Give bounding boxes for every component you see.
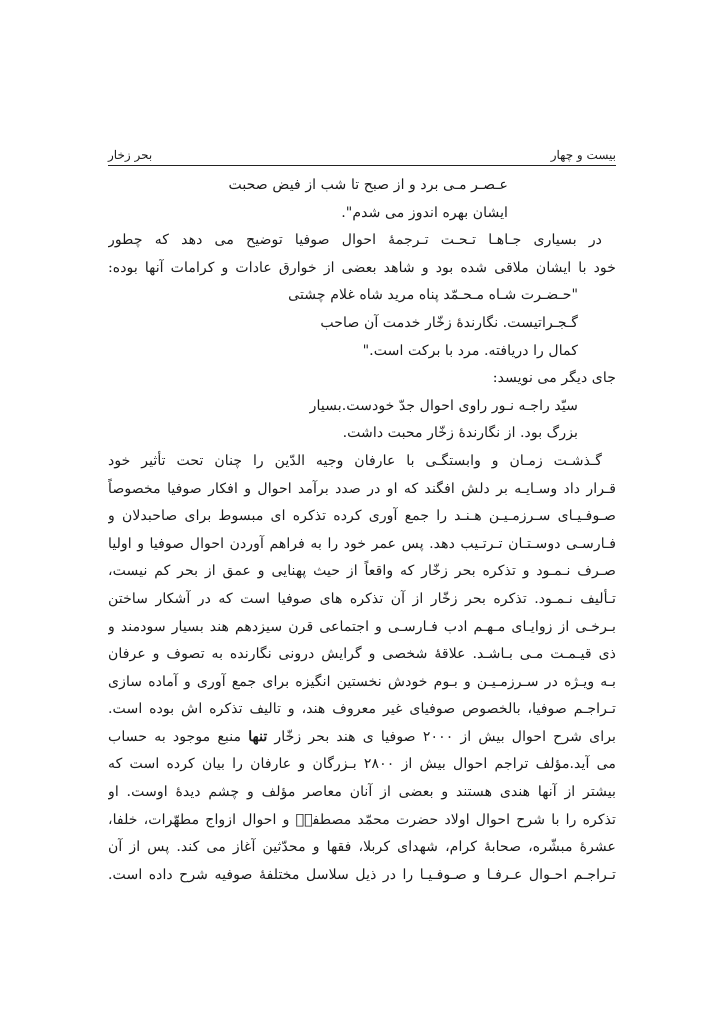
- paragraph-line: بیشتر از آنها هندی هستند و بعضی از آنان معاصر مؤلف و چشم دیدهٔ اوست. او: [108, 784, 616, 801]
- paragraph-line: بـه ویـژه در سـرزمـیـن و بـوم خودش نخستین انگیزه برای جمع آوری و آماده سازی: [108, 673, 616, 690]
- paragraph-line: جای دیگر می نویسد:: [492, 370, 616, 387]
- paragraph-line: صـوفـیـای سـرزمـیـن هـنـد را جمع آوری کرده تذکره ای مبسوط برای صاحبدلان و: [108, 508, 616, 525]
- paragraph-line: صـرف نـمـود و تذکره بحر زخّار که واقعاً از حیث پهنایی و عمق از بحر کم نیست،: [108, 563, 616, 580]
- body-text: [108, 172, 616, 889]
- paragraph-line: عشرهٔ مبشّره، صحابهٔ کرام، شهدای کربلا، فقها و محدّثین آغاز می کند. پس از آن: [108, 839, 616, 856]
- paragraph-line: در بسیاری جـاهـا تـحـت تـرجمهٔ احوال صوفیا توضیح می دهد که چطور: [108, 232, 602, 249]
- emphasis-word: تنها: [248, 728, 268, 745]
- paragraph-line: تـراجـم احـوال عـرفـا و صـوفـیـا را در ذیل سلاسل مختلفهٔ صوفیه شرح داده است.: [108, 866, 616, 883]
- paragraph-line: می آید.مؤلف تراجم احوال بیش از ۲۸۰۰ بـزرگان و عارفان را بیان کرده است که: [108, 756, 616, 773]
- line-text: برای شرح احوال بیش از ۲۰۰۰ صوفیا ی هند بحر زخّار: [267, 728, 616, 745]
- paragraph-line: ذی قیـمـت مـی بـاشـد. علاقهٔ شخصی و گرایش درونی نگارنده به تصوف و عرفان: [108, 646, 616, 663]
- quote-line: عـصـر مـی برد و از صبح تا شب از فیض صحبت: [228, 177, 508, 193]
- book-title: بحر زخار: [108, 148, 153, 162]
- header-rule: [108, 165, 616, 166]
- paragraph-line: خود با ایشان ملاقی شده بود و شاهد بعضی از خوارق عادات و کرامات آنها بوده:: [108, 259, 616, 276]
- paragraph-line: تذکره را با شرح احوال اولاد حضرت محمّد مصطفیؐ و احوال ازواج مطهّرات، خلفا،: [108, 811, 616, 828]
- quote-line: گـجـراتیست. نگارندهٔ زخّار خدمت آن صاحب: [320, 314, 578, 331]
- paragraph-line: [108, 724, 616, 752]
- paragraph-line: قـرار داد وسـایـه بر دلش افگند که او در صدد برآمد احوال و افکار صوفیا مخصوصاً: [108, 480, 616, 497]
- page-label: بیست و چهار: [550, 148, 616, 162]
- quote-line: کمال را دریافته. مرد با برکت است.": [362, 342, 578, 359]
- paragraph-line: تـألیف نـمـود. تذکره بحر زخّار از آن تذکره های صوفیا است که در آشکار ساختن: [108, 590, 616, 607]
- line-text: منبع موجود به حساب: [108, 728, 249, 745]
- paragraph-line: تـراجـم صوفیا، بالخصوص صوفیای غیر معروف هند، و تالیف تذکره اش بوده است.: [108, 701, 616, 718]
- quote-line: ایشان بهره اندوز می شدم".: [341, 204, 508, 221]
- paragraph-line: فـارسـی دوسـتـان تـرتـیب دهد. پس عمر خود را به فراهم آوردن احوال صوفیا و اولیا: [108, 535, 616, 552]
- quote-line: بزرگ بود. از نگارندهٔ زخّار محبت داشت.: [342, 425, 578, 442]
- paragraph-line: بـرخـی از زوایـای مـهـم ادب فـارسـی و اجتماعی قرن سیزدهم هند بسیار سودمند و: [108, 618, 616, 635]
- quote-line: "حـضـرت شـاه مـحـمّد پناه مرید شاه غلام چشتی: [288, 287, 578, 304]
- paragraph-line: گـذشـت زمـان و وابستگـی با عارفان وجیه الدّین را چنان تحت تأثیر خود: [108, 452, 602, 469]
- quote-line: سیّد راجـه نـور راوی احوال جدّ خودست.بسیار: [309, 397, 578, 414]
